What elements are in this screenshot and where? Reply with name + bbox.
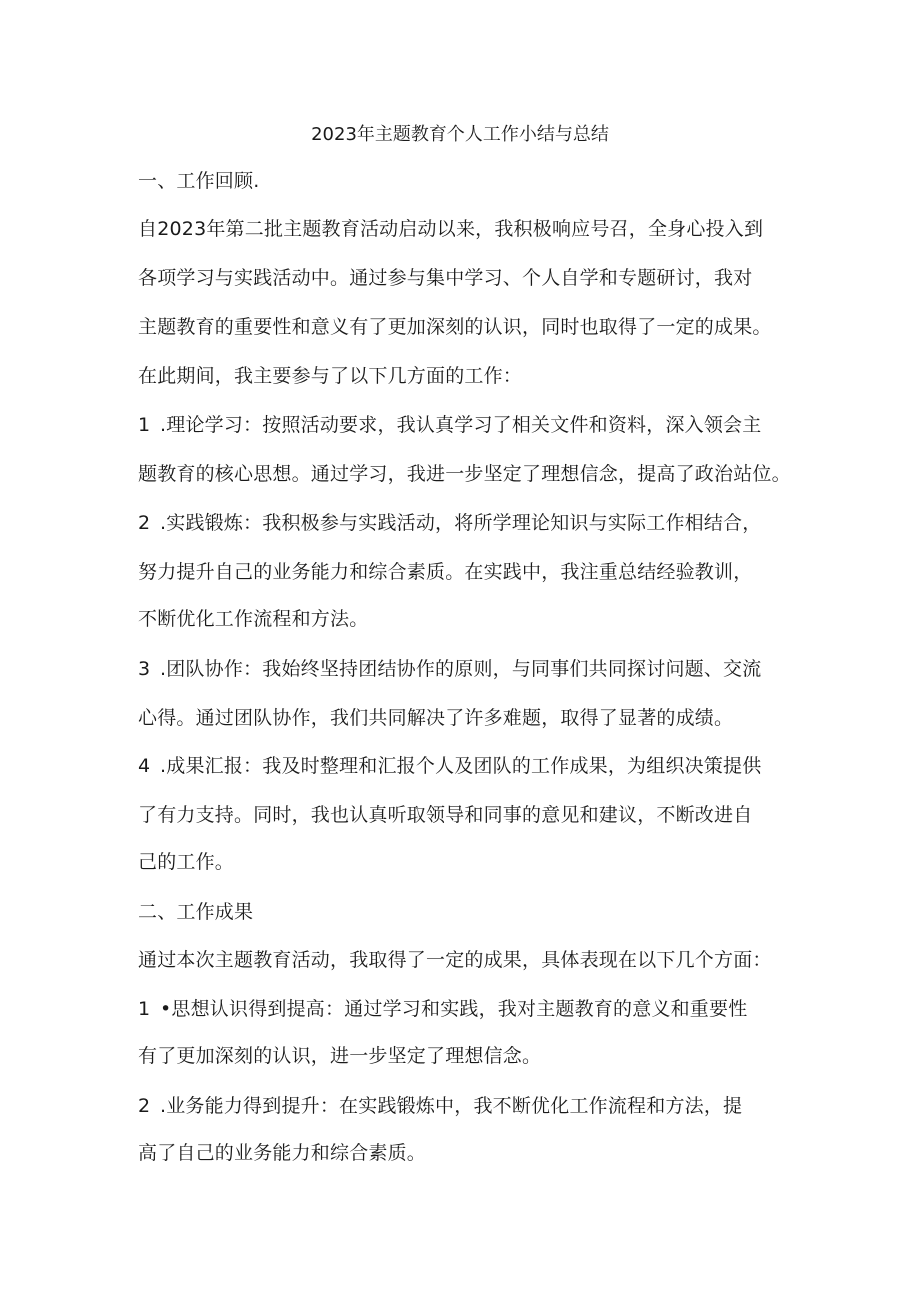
item-text: .业务能力得到提升：在实践锻炼中，我不断优化工作流程和方法，提 <box>160 1095 743 1117</box>
item-number: 2 <box>138 1095 151 1117</box>
item-4-line-1 <box>138 753 761 779</box>
item-number: 3 <box>138 658 151 680</box>
item-4-line-2: 了有力支持。同时，我也认真听取领导和同事的意见和建议，不断改进自 <box>138 804 753 826</box>
results-intro: 通过本次主题教育活动，我取得了一定的成果，具体表现在以下几个方面： <box>138 949 772 971</box>
intro-line-4: 在此期间，我主要参与了以下几方面的工作： <box>138 365 523 387</box>
intro-line-2: 各项学习与实践活动中。通过参与集中学习、个人自学和专题研讨，我对 <box>138 267 753 289</box>
section-heading-results: 二、工作成果 <box>138 901 254 923</box>
item-2-line-3: 不断优化工作流程和方法。 <box>138 608 369 630</box>
item-number: 4 <box>138 755 151 777</box>
item-number: 1 <box>138 414 151 436</box>
item-1-line-2: 题教育的核心思想。通过学习，我进一步坚定了理想信念，提高了政治站位。 <box>138 463 791 485</box>
item-2-line-1 <box>138 510 761 536</box>
result-1-line-2: 有了更加深刻的认识，进一步坚定了理想信念。 <box>138 1045 542 1067</box>
item-text: .实践锻炼：我积极参与实践活动，将所学理论知识与实际工作相结合， <box>160 512 762 534</box>
intro-line-3: 主题教育的重要性和意义有了更加深刻的认识，同时也取得了一定的成果。 <box>138 316 772 338</box>
intro-line-1: 自2023年第二批主题教育活动启动以来，我积极响应号召，全身心投入到 <box>138 218 764 240</box>
result-2-line-1 <box>138 1093 742 1119</box>
item-3-line-2: 心得。通过团队协作，我们共同解决了许多难题，取得了显著的成绩。 <box>138 707 734 729</box>
item-4-line-3: 己的工作。 <box>138 851 235 873</box>
item-3-line-1 <box>138 656 761 682</box>
item-2-line-2: 努力提升自己的业务能力和综合素质。在实践中，我注重总结经验教训， <box>138 561 753 583</box>
item-text: .团队协作：我始终坚持团结协作的原则，与同事们共同探讨问题、交流 <box>160 658 762 680</box>
result-2-line-2: 高了自己的业务能力和综合素质。 <box>138 1142 427 1164</box>
section-heading-review: 一、工作回顾. <box>138 170 260 192</box>
item-text: .成果汇报：我及时整理和汇报个人及团队的工作成果，为组织决策提供 <box>160 755 762 777</box>
item-number: 2 <box>138 512 151 534</box>
item-text: •思想认识得到提高：通过学习和实践，我对主题教育的意义和重要性 <box>160 998 748 1020</box>
item-text: .理论学习：按照活动要求，我认真学习了相关文件和资料，深入领会主 <box>160 414 762 436</box>
item-1-line-1 <box>138 412 761 438</box>
item-number: 1 <box>138 998 151 1020</box>
result-1-line-1 <box>138 996 747 1022</box>
document-title: 2023年主题教育个人工作小结与总结 <box>311 124 609 145</box>
